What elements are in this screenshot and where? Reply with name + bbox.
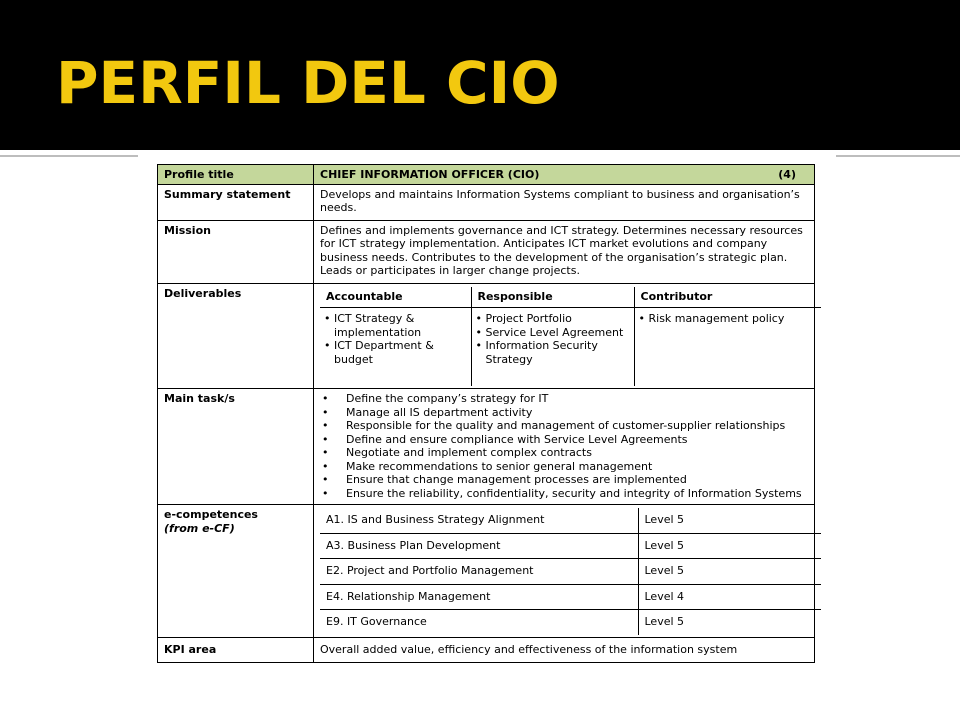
list-item: • Information Security Strategy	[476, 339, 630, 366]
ecompetences-table	[320, 508, 821, 635]
task-item: • Manage all IS department activity	[320, 406, 808, 420]
kpi-text: Overall added value, efficiency and effectiveness of the information system	[314, 637, 815, 663]
table-row	[320, 508, 821, 533]
list-item: • ICT Strategy & implementation	[324, 312, 467, 339]
competence-level: Level 5	[638, 559, 821, 585]
kpi-row	[158, 637, 815, 663]
profile-number: (4)	[778, 168, 796, 181]
ecompetences-label: e-competences	[164, 508, 258, 521]
table-row	[320, 610, 821, 635]
responsible-items	[471, 308, 634, 387]
competence-name: E2. Project and Portfolio Management	[320, 559, 638, 585]
mission-text: Defines and implements governance and ICT strategy. Determines necessary resources for ICT strategy implementation. Anticipates ICT market evolutions and company business needs. Contributes to the development of the organisation’s strategic plan. Leads or participates in larger change projects.	[314, 220, 815, 283]
competence-name: E4. Relationship Management	[320, 584, 638, 610]
task-item: • Define the company’s strategy for IT	[320, 392, 808, 406]
profile-title-value: CHIEF INFORMATION OFFICER (CIO)	[320, 168, 540, 181]
accountable-heading: Accountable	[320, 287, 471, 308]
competence-level: Level 5	[638, 610, 821, 635]
competence-level: Level 5	[638, 508, 821, 533]
list-item: • ICT Department & budget	[324, 339, 467, 366]
profile-title-label: Profile title	[158, 165, 314, 185]
slide-title: PERFIL DEL CIO	[56, 49, 560, 117]
table-row	[320, 533, 821, 559]
responsible-heading: Responsible	[471, 287, 634, 308]
ecompetences-row	[158, 505, 815, 638]
deliverables-cell	[314, 283, 815, 389]
task-item: • Negotiate and implement complex contracts	[320, 446, 808, 460]
list-item: • Service Level Agreement	[476, 326, 630, 340]
task-item: • Ensure that change management processes are implemented	[320, 473, 808, 487]
ecompetences-label-cell	[158, 505, 314, 638]
divider-right	[836, 155, 960, 157]
tasks-label: Main task/s	[158, 389, 314, 505]
contributor-items	[634, 308, 821, 387]
competence-name: A3. Business Plan Development	[320, 533, 638, 559]
divider-left	[0, 155, 138, 157]
tasks-cell	[314, 389, 815, 505]
deliverables-row	[158, 283, 815, 389]
competence-name: E9. IT Governance	[326, 615, 427, 628]
deliverables-table	[320, 287, 821, 387]
deliverables-items-row	[320, 308, 821, 387]
profile-title-cell	[314, 165, 815, 185]
mission-label: Mission	[158, 220, 314, 283]
ecompetences-sublabel: (from e-CF)	[164, 521, 235, 535]
list-item: • Project Portfolio	[476, 312, 630, 326]
kpi-label: KPI area	[158, 637, 314, 663]
summary-row	[158, 184, 815, 220]
cio-profile-table	[157, 164, 815, 663]
mission-row	[158, 220, 815, 283]
task-item: • Responsible for the quality and management of customer-supplier relationships	[320, 419, 808, 433]
deliverables-header-row	[320, 287, 821, 308]
accountable-items	[320, 308, 471, 387]
deliverables-label: Deliverables	[158, 283, 314, 389]
profile-title-row	[158, 165, 815, 185]
tasks-row	[158, 389, 815, 505]
summary-label: Summary statement	[158, 184, 314, 220]
ecompetences-cell	[314, 505, 815, 638]
competence-name: A1. IS and Business Strategy Alignment	[320, 508, 638, 533]
table-row	[320, 559, 821, 585]
task-item: • Define and ensure compliance with Service Level Agreements	[320, 433, 808, 447]
table-row	[320, 584, 821, 610]
list-item: • Risk management policy	[639, 312, 818, 326]
task-item: • Ensure the reliability, confidentiality, security and integrity of Information Systems	[320, 487, 808, 501]
summary-text: Develops and maintains Information Systems compliant to business and organisation’s needs.	[314, 184, 815, 220]
task-item: • Make recommendations to senior general management	[320, 460, 808, 474]
competence-level: Level 5	[638, 533, 821, 559]
contributor-heading: Contributor	[634, 287, 821, 308]
competence-level: Level 4	[638, 584, 821, 610]
